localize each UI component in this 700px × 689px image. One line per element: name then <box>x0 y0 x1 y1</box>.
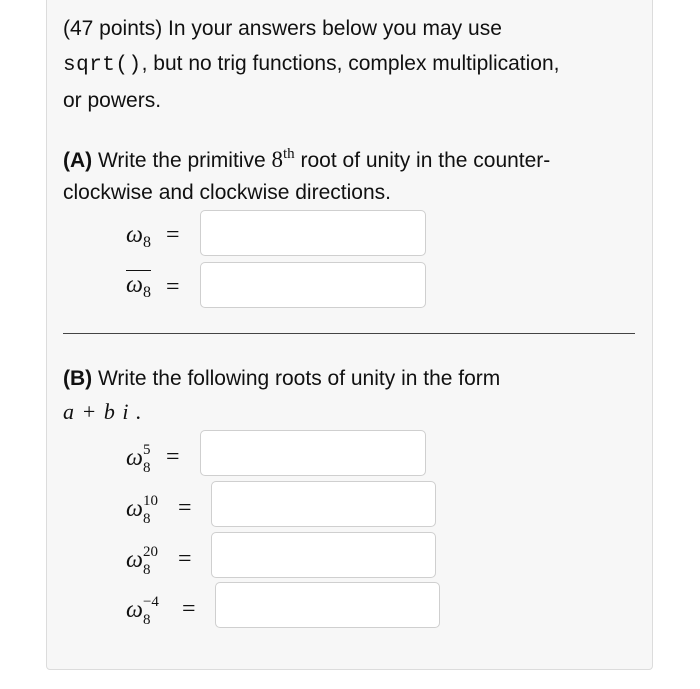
omega-8-power-10-answer-input[interactable] <box>211 481 436 527</box>
part-a-label: (A) <box>63 149 93 172</box>
omega-8-conjugate-answer-input[interactable] <box>200 262 426 308</box>
omega-8-power-10-symbol: ω 10 8 <box>126 493 158 527</box>
part-a-line-2: clockwise and clockwise directions. <box>63 181 391 204</box>
omega-8-power-20-symbol: ω 20 8 <box>126 544 158 578</box>
omega-8-power-20-answer-input[interactable] <box>211 532 436 578</box>
intro-line-3: or powers. <box>63 89 162 112</box>
intro-line-2 <box>63 49 560 81</box>
omega-8-power-neg-4-symbol: ω −4 8 <box>126 594 159 628</box>
omega-8-symbol: $\omega_8$ <box>126 222 151 251</box>
intro-code: sqrt() <box>63 54 142 77</box>
part-a-line-1 <box>63 145 550 178</box>
section-divider <box>63 333 635 334</box>
part-b-text: Write the following roots of unity in the form <box>92 367 501 390</box>
equals-sign: = <box>166 444 180 470</box>
part-a-eight: 8 <box>271 147 283 172</box>
omega-8-answer-input[interactable] <box>200 210 426 256</box>
equals-sign: = <box>182 596 196 622</box>
equals-sign: = <box>166 274 180 300</box>
part-b-form: a + b i . <box>63 399 143 424</box>
part-a-text-post: root of unity in the counter- <box>294 149 551 172</box>
equals-sign: = <box>166 222 180 248</box>
equals-sign: = <box>178 546 192 572</box>
omega-8-power-5-symbol: ω 5 8 <box>126 442 151 476</box>
part-b-label: (B) <box>63 367 93 390</box>
intro-line-2-rest: , but no trig functions, complex multiplication, <box>141 52 560 75</box>
omega-8-conjugate-symbol: $\omega_8$ <box>126 272 151 301</box>
omega-8-power-neg-4-answer-input[interactable] <box>215 582 440 628</box>
part-a-th: th <box>282 146 295 162</box>
intro-line-1: (47 points) In your answers below you may use <box>63 17 502 40</box>
part-a-text-pre: Write the primitive <box>92 149 272 172</box>
part-b-line-1 <box>63 364 500 394</box>
equals-sign: = <box>178 495 192 521</box>
omega-8-power-5-answer-input[interactable] <box>200 430 426 476</box>
